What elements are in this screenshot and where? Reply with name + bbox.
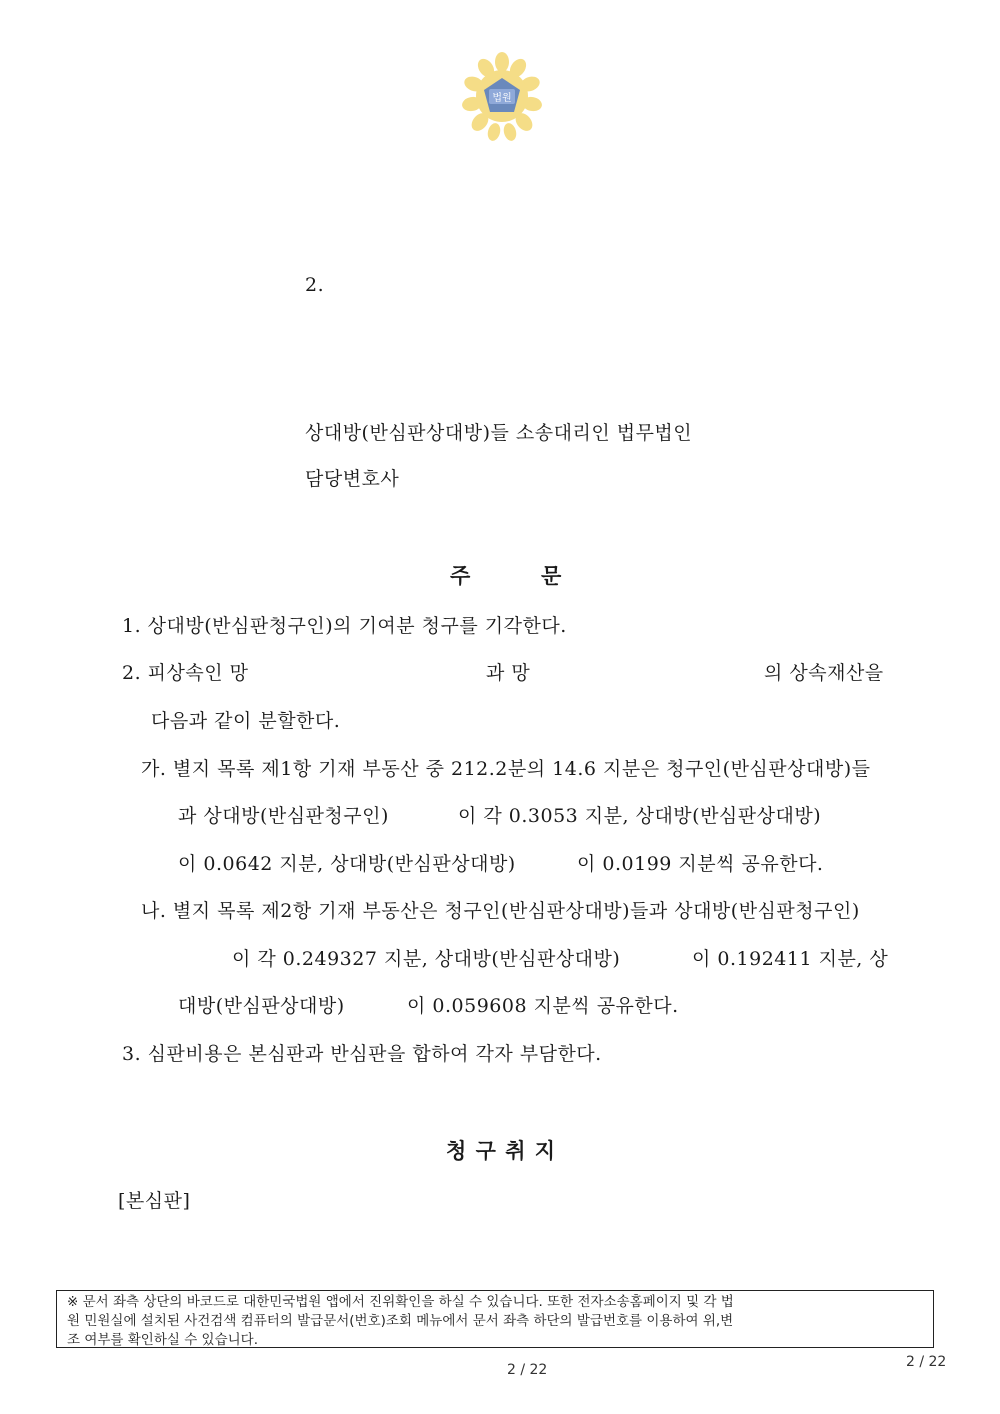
notice-line-3: 조 여부를 확인하실 수 있습니다.: [67, 1332, 258, 1348]
order-item-3: 3. 심판비용은 본심판과 반심판을 합하여 각자 부담한다.: [122, 1043, 602, 1065]
order-item-2-part-b: 과 망: [486, 662, 531, 684]
emblem-label: 법원: [492, 93, 512, 104]
order-sub-ga-line-3a: 이 0.0642 지분, 상대방(반심판상대방): [178, 853, 516, 875]
representatives-line: 상대방(반심판상대방)들 소송대리인 법무법인: [305, 422, 693, 444]
order-sub-na-line-3a: 대방(반심판상대방): [178, 995, 345, 1017]
order-sub-ga-line-1: 가. 별지 목록 제1항 기재 부동산 중 212.2분의 14.6 지분은 청구인(반심판상대방)들: [141, 758, 871, 780]
section-number: 2.: [305, 274, 325, 296]
order-sub-ga-line-2b: 이 각 0.3053 지분, 상대방(반심판상대방): [458, 805, 822, 827]
claim-title: 청 구 취 지: [446, 1138, 557, 1163]
order-sub-na-line-2b: 이 0.192411 지분, 상: [692, 948, 889, 970]
court-emblem: [462, 52, 542, 144]
order-sub-na-line-1: 나. 별지 목록 제2항 기재 부동산은 청구인(반심판상대방)들과 상대방(반심판청구인): [141, 900, 860, 922]
order-sub-ga-line-3b: 이 0.0199 지분씩 공유한다.: [577, 853, 824, 875]
order-title-right: 문: [541, 563, 563, 588]
order-item-2-part-a: 2. 피상속인 망: [122, 662, 249, 684]
order-item-2-part-c: 의 상속재산을: [764, 662, 884, 684]
attorney-line: 담당변호사: [305, 468, 400, 490]
claim-section-label: [본심판]: [118, 1190, 191, 1212]
notice-line-2: 원 민원실에 설치된 사건검색 컴퓨터의 발급문서(번호)조회 메뉴에서 문서 좌측 하단의 발급번호를 이용하여 위,변: [67, 1313, 734, 1329]
notice-line-1: ※ 문서 좌측 상단의 바코드로 대한민국법원 앱에서 진위확인을 하실 수 있습니다. 또한 전자소송홈페이지 및 각 법: [67, 1294, 734, 1310]
order-item-2-line-2: 다음과 같이 분할한다.: [151, 710, 341, 732]
order-sub-ga-line-2a: 과 상대방(반심판청구인): [178, 805, 389, 827]
order-item-1: 1. 상대방(반심판청구인)의 기여분 청구를 기각한다.: [122, 615, 567, 637]
order-sub-na-line-3b: 이 0.059608 지분씩 공유한다.: [407, 995, 679, 1017]
verification-notice: [56, 1290, 934, 1348]
order-title-left: 주: [450, 563, 472, 588]
page-number-center: 2 / 22: [507, 1362, 548, 1378]
order-sub-na-line-2a: 이 각 0.249327 지분, 상대방(반심판상대방): [232, 948, 621, 970]
page-number-right: 2 / 22: [906, 1354, 947, 1370]
